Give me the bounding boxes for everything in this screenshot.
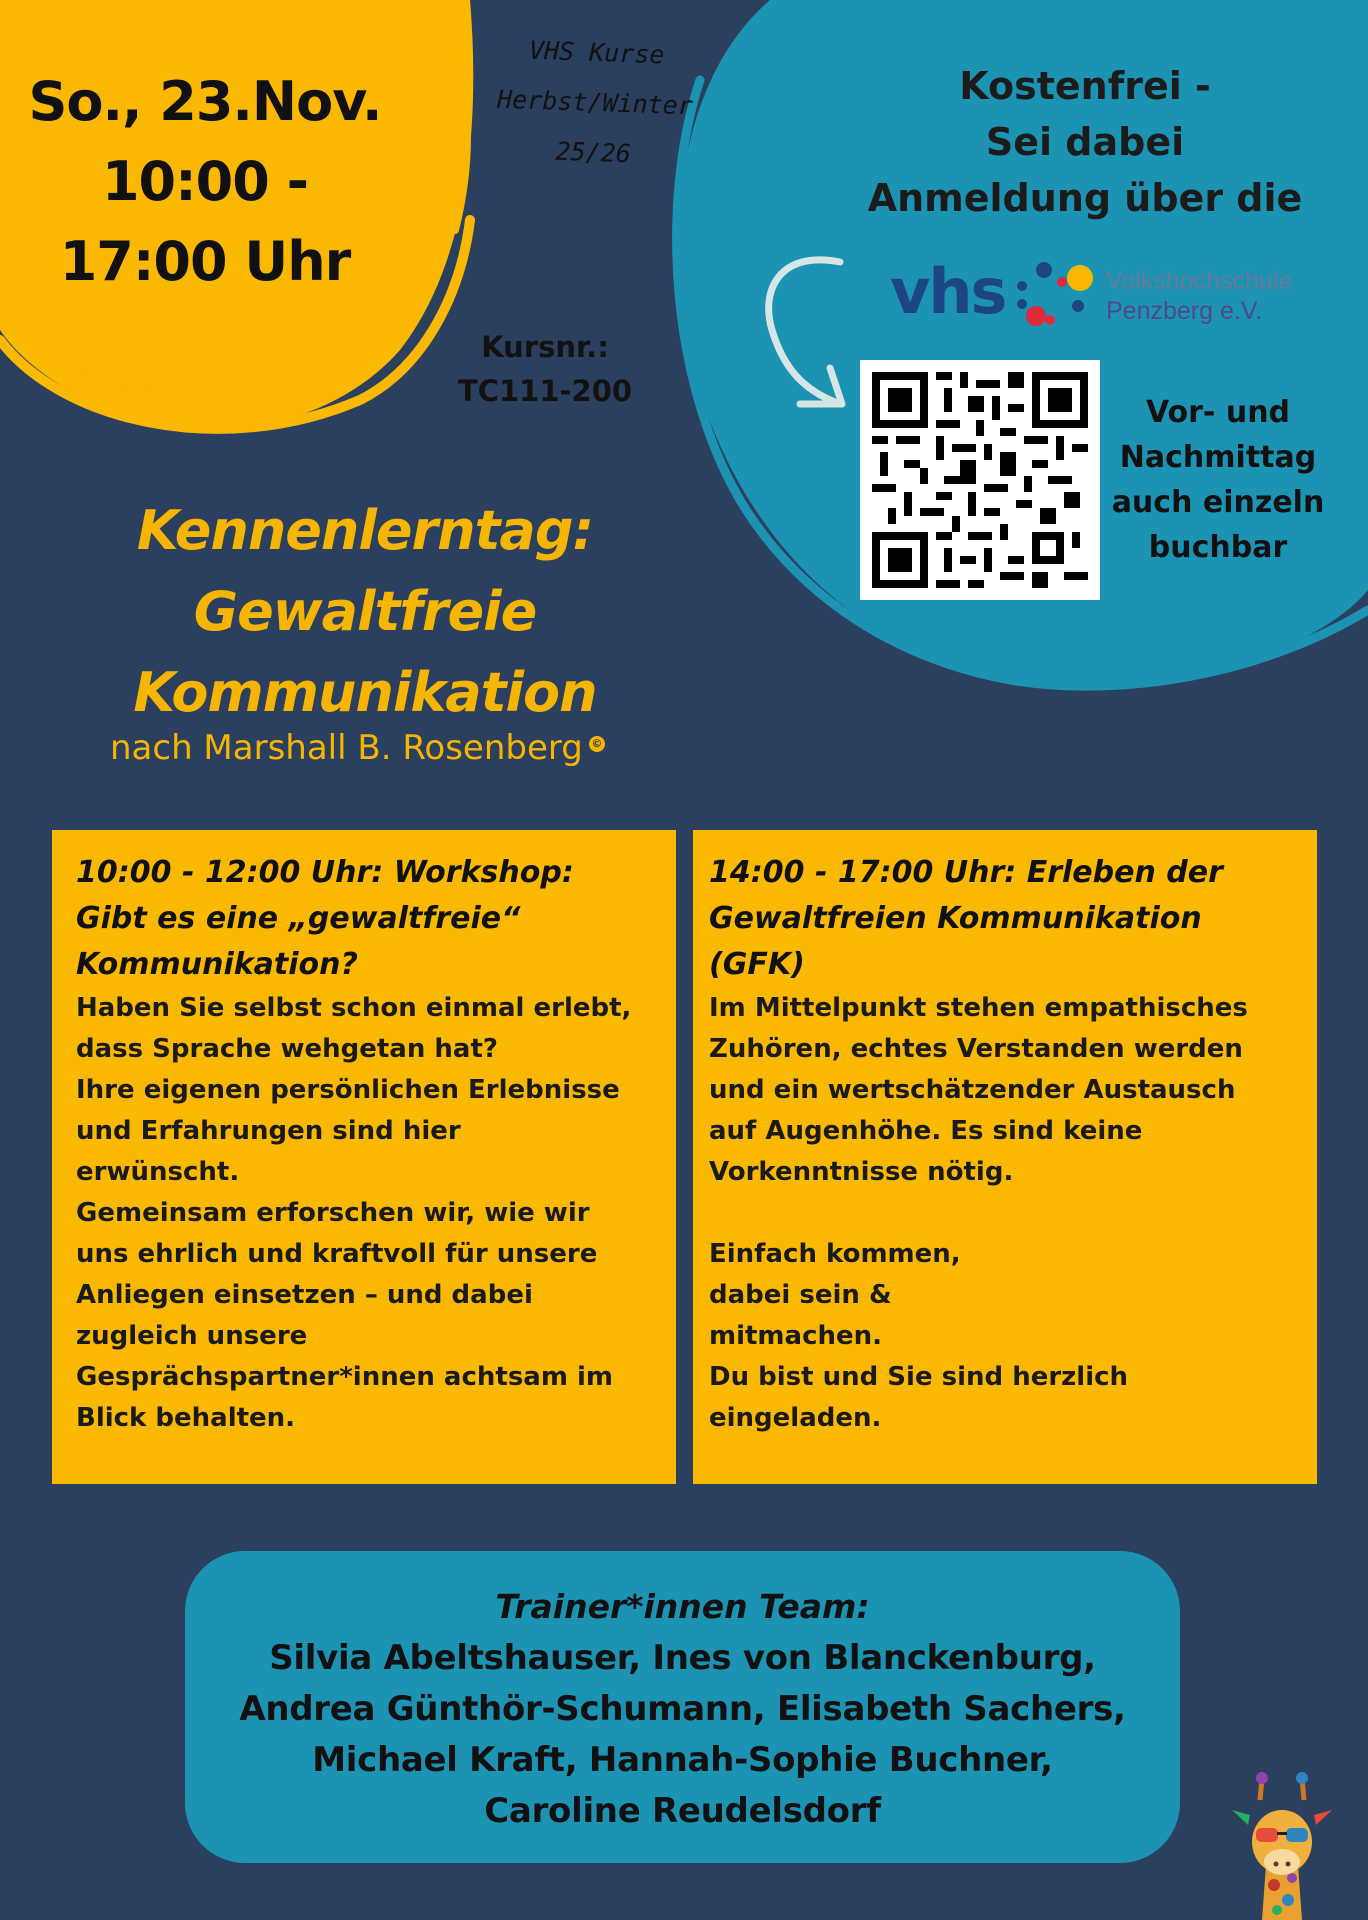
course-label: Kursnr.: — [481, 330, 609, 364]
title-line: Kommunikation — [133, 661, 597, 724]
bookable-line: buchbar — [1148, 530, 1288, 565]
text-line: Vorkenntnisse nötig. — [709, 1157, 1014, 1187]
team-names-line: Caroline Reudelsdorf — [484, 1791, 881, 1831]
series-note-line: Herbst/Winter — [496, 84, 694, 121]
event-title — [60, 490, 670, 733]
spacer-line — [709, 1193, 1301, 1234]
text-line: Ihre eigenen persönlichen Erlebnisse — [76, 1075, 620, 1105]
bookable-note — [1098, 390, 1338, 570]
text-line: Du bist und Sie sind herzlich — [709, 1362, 1129, 1392]
morning-heading — [76, 850, 660, 988]
morning-session-box — [52, 830, 676, 1484]
date-line: So., 23.Nov. — [28, 70, 382, 133]
giraffe-icon — [1222, 1770, 1342, 1920]
team-names-line: Michael Kraft, Hannah-Sophie Buchner, — [312, 1740, 1053, 1780]
bookable-line: Vor- und — [1145, 395, 1291, 430]
course-number — [420, 325, 670, 413]
afternoon-session-box — [693, 830, 1317, 1484]
event-date — [20, 62, 390, 302]
text-line: uns ehrlich und kraftvoll für unsere — [76, 1239, 598, 1269]
vhs-logo-dots-icon — [1008, 258, 1098, 334]
registration-line: Anmeldung über die — [867, 176, 1303, 220]
title-line: Kennenlerntag: — [136, 499, 594, 562]
trainer-team-box — [185, 1551, 1180, 1863]
series-note — [467, 24, 722, 183]
time-end: 17:00 Uhr — [59, 230, 351, 293]
copyright-mark: © — [589, 736, 605, 752]
heading-line: 10:00 - 12:00 Uhr: Workshop: — [76, 855, 574, 890]
team-names-line: Andrea Günthör-Schumann, Elisabeth Sachers, — [239, 1689, 1126, 1729]
text-line: Einfach kommen, — [709, 1239, 961, 1269]
text-line: dabei sein & — [709, 1280, 892, 1310]
event-subtitle — [110, 728, 605, 768]
vhs-logo-name — [1106, 266, 1292, 326]
text-line: dass Sprache wehgetan hat? — [76, 1034, 498, 1064]
subtitle-text: nach Marshall B. Rosenberg — [110, 728, 583, 768]
text-line: auf Augenhöhe. Es sind keine — [709, 1116, 1143, 1146]
vhs-logo-word[interactable]: vhs — [890, 255, 1006, 328]
qr-code[interactable] — [860, 360, 1100, 600]
text-line: Gemeinsam erforschen wir, wie wir — [76, 1198, 590, 1228]
heading-line: Gibt es eine „gewaltfreie“ — [76, 901, 521, 936]
team-names-line: Silvia Abeltshauser, Ines von Blanckenburg, — [269, 1638, 1096, 1678]
text-line: Blick behalten. — [76, 1403, 296, 1433]
text-line: eingeladen. — [709, 1403, 882, 1433]
registration-line: Kostenfrei - — [959, 64, 1211, 108]
heading-line: Kommunikation? — [76, 947, 358, 982]
text-line: Im Mittelpunkt stehen empathisches — [709, 993, 1248, 1023]
afternoon-description — [709, 988, 1301, 1439]
text-line: und ein wertschätzender Austausch — [709, 1075, 1236, 1105]
morning-description — [76, 988, 660, 1439]
heading-line: 14:00 - 17:00 Uhr: Erleben der — [709, 855, 1223, 890]
heading-line: Gewaltfreien Kommunikation — [709, 901, 1202, 936]
series-note-line: VHS Kurse — [528, 35, 665, 70]
text-line: mitmachen. — [709, 1321, 883, 1351]
text-line: zugleich unsere — [76, 1321, 308, 1351]
course-id: TC111-200 — [457, 374, 633, 408]
time-start: 10:00 - — [101, 150, 309, 213]
text-line: Anliegen einsetzen – und dabei — [76, 1280, 533, 1310]
text-line: Haben Sie selbst schon einmal erlebt, — [76, 993, 632, 1023]
bookable-line: Nachmittag — [1119, 440, 1317, 475]
vhs-name-line: Penzberg e.V. — [1106, 297, 1263, 325]
title-line: Gewaltfreie — [193, 580, 537, 643]
registration-text — [850, 58, 1320, 226]
afternoon-heading — [709, 850, 1301, 988]
series-note-line: 25/26 — [555, 136, 632, 169]
heading-line: (GFK) — [709, 947, 805, 982]
registration-line: Sei dabei — [985, 120, 1185, 164]
text-line: und Erfahrungen sind hier — [76, 1116, 461, 1146]
qr-code-icon — [872, 372, 1088, 588]
text-line: Zuhören, echtes Verstanden werden — [709, 1034, 1243, 1064]
team-heading: Trainer*innen Team: — [495, 1587, 870, 1626]
text-line: erwünscht. — [76, 1157, 240, 1187]
vhs-name-line: Volkshochschule — [1106, 267, 1293, 295]
text-line: Gesprächspartner*innen achtsam im — [76, 1362, 613, 1392]
bookable-line: auch einzeln — [1111, 485, 1325, 520]
